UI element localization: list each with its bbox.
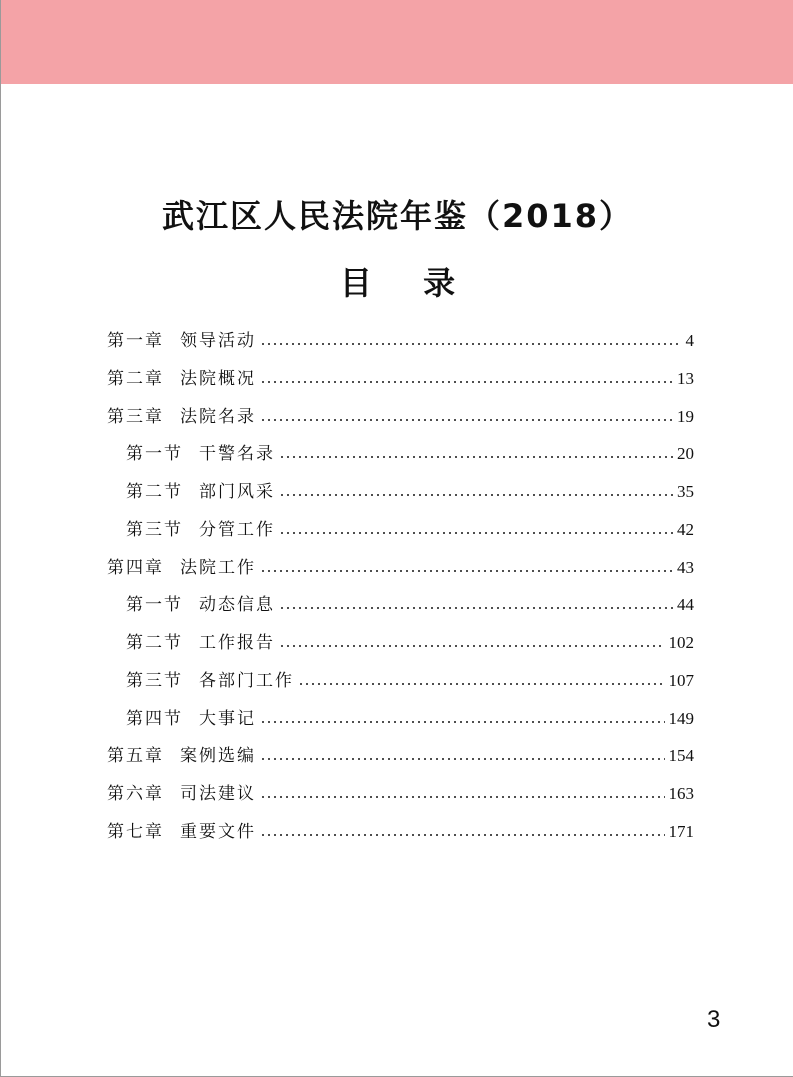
dot-leader <box>279 454 673 460</box>
dot-leader <box>279 643 665 649</box>
entry-number: 第二节 <box>126 482 183 502</box>
entry-number: 第一节 <box>126 595 183 616</box>
dot-leader <box>260 794 665 800</box>
entry-title: 法院概况 <box>180 368 256 389</box>
entry-page: 43 <box>677 557 694 577</box>
dot-leader <box>260 832 665 838</box>
entry-number: 第四节 <box>126 708 183 729</box>
entry-number: 第三节 <box>126 519 183 540</box>
entry-page: 44 <box>677 595 694 615</box>
entry-number: 第五章 <box>107 746 164 767</box>
dot-leader <box>279 605 673 611</box>
book-title: 武江区人民法院年鉴（2018） <box>161 197 634 235</box>
entry-title: 部门风采 <box>199 482 275 502</box>
toc-entry[interactable] <box>107 741 694 771</box>
toc-entry[interactable] <box>107 779 694 809</box>
toc-entry[interactable] <box>107 553 694 583</box>
dot-leader <box>260 756 665 762</box>
toc-entry[interactable] <box>107 364 694 394</box>
toc-entry[interactable] <box>126 477 694 507</box>
dot-leader <box>260 341 682 347</box>
toc-heading: 目 录 <box>339 264 476 302</box>
entry-number: 第一章 <box>107 331 164 351</box>
entry-page: 19 <box>677 406 694 426</box>
entry-page: 42 <box>677 519 694 539</box>
entry-title: 法院工作 <box>180 557 256 578</box>
header-band <box>1 0 793 84</box>
entry-number: 第七章 <box>107 821 164 842</box>
entry-page: 149 <box>668 708 694 728</box>
toc-entry[interactable] <box>107 402 694 432</box>
entry-number: 第三章 <box>107 406 164 427</box>
toc-entry[interactable] <box>126 590 694 620</box>
entry-number: 第六章 <box>107 784 164 804</box>
dot-leader <box>260 417 673 423</box>
entry-page: 102 <box>668 633 694 652</box>
entry-number: 第四章 <box>107 557 164 578</box>
entry-page: 107 <box>668 670 694 690</box>
entry-title: 案例选编 <box>180 746 256 767</box>
entry-title: 干警名录 <box>199 444 275 465</box>
entry-number: 第一节 <box>126 444 183 465</box>
entry-title: 分管工作 <box>199 519 275 540</box>
toc-entry[interactable] <box>126 515 694 545</box>
dot-leader <box>260 379 673 385</box>
dot-leader <box>298 681 665 687</box>
dot-leader <box>279 530 673 536</box>
entry-title: 工作报告 <box>199 633 275 653</box>
toc-entry[interactable] <box>107 326 694 356</box>
entry-title: 法院名录 <box>180 406 256 427</box>
entry-page: 163 <box>668 784 694 803</box>
entry-page: 4 <box>685 331 694 350</box>
entry-title: 司法建议 <box>180 784 256 804</box>
toc-entry[interactable] <box>126 666 694 696</box>
toc-entry[interactable] <box>126 628 694 658</box>
entry-page: 171 <box>668 821 694 841</box>
entry-title: 大事记 <box>199 708 256 729</box>
dot-leader <box>260 719 665 725</box>
dot-leader <box>279 492 673 498</box>
entry-page: 13 <box>677 368 694 388</box>
entry-page: 35 <box>677 482 694 501</box>
entry-title: 领导活动 <box>180 331 256 351</box>
entry-number: 第二节 <box>126 633 183 653</box>
toc-entry[interactable] <box>107 817 694 847</box>
entry-title: 动态信息 <box>199 595 275 616</box>
entry-title: 重要文件 <box>180 821 256 842</box>
entry-page: 20 <box>677 444 694 464</box>
entry-number: 第三节 <box>126 670 183 691</box>
toc-entry[interactable] <box>126 704 694 734</box>
entry-page: 154 <box>668 746 694 766</box>
toc-entry[interactable] <box>126 439 694 469</box>
entry-title: 各部门工作 <box>199 670 294 691</box>
page-number: 3 <box>707 1006 721 1033</box>
dot-leader <box>260 568 673 574</box>
entry-number: 第二章 <box>107 368 164 389</box>
